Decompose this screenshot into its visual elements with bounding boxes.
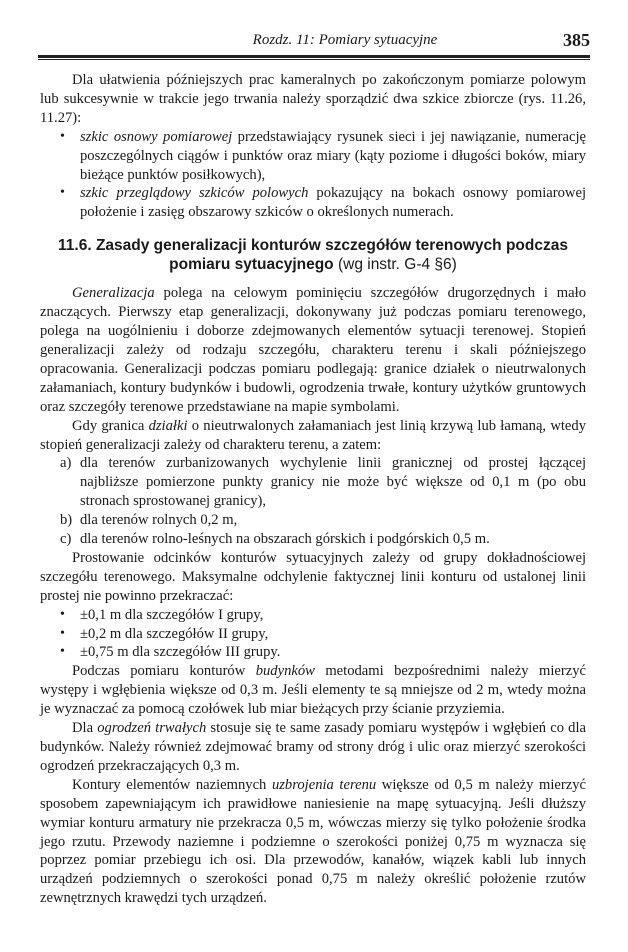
page-body [40,71,586,908]
list-item-text: dla terenów rolnych 0,2 m, [80,512,238,529]
paragraph-text: o nieutrwalonych załamaniach jest linią krzywą lub łamaną, wtedy stopień generalizacji zależy od charakteru terenu, a zatem: [40,417,586,453]
page-number: 385 [563,30,590,50]
list-item-text: dla terenów rolno-leśnych na obszarach górskich i podgórskich 0,5 m. [80,531,490,548]
list-item-text: ±0,1 m dla szczegółów I grupy, [80,606,264,623]
chapter-title: Rozdz. 11: Pomiary sytuacyjne [252,32,438,48]
list-item-text: ±0,75 m dla szczegółów III grupy. [80,644,281,661]
list-item [40,530,586,549]
paragraph-text: Dla [72,720,98,737]
list-marker: b) [60,512,73,529]
intro-paragraph: Dla ułatwienia późniejszych prac kameralnych po zakończonym pomiarze polowym lub sukcesywnie w trakcie jego trwania należy sporządzić dwa szkice zbiorcze (rys. 11.26, 11.27): [40,72,586,126]
list-marker: a) [60,455,72,472]
list-marker: c) [60,531,72,548]
paragraph-text: Kontury elementów naziemnych [72,776,272,793]
list-item [40,643,586,662]
list-item-text: pokazujący na bokach osnowy pomiarowej położenie i zasięg obszarowy szkiców o określonych numerach. [80,185,586,221]
term: uzbrojenia terenu [271,776,377,793]
buildings-paragraph [40,662,586,719]
paragraph-text: Podczas pomiaru konturów [72,663,256,680]
term: działki [148,417,188,434]
parcel-list [40,454,586,549]
list-item [40,128,586,185]
term: ogrodzeń trwałych [97,720,207,737]
straightening-paragraph: Prostowanie odcinków konturów sytuacyjnych zależy od grupy dokładnościowej szczegółu terenowego. Maksymalne odchylenie faktycznej linii konturu od ustalonej linii prostej nie powinno przekraczać: [40,549,586,604]
term: szkic osnowy pomiarowej [80,128,233,145]
paragraph-text: stosuje się te same zasady pomiaru występów i wgłębień co dla budynków. Należy również zdejmować bramy od strony dróg i ulic oraz mierzyć szerokości ogrodzeń przekraczających 0,3 m. [40,720,586,774]
paragraph-text: polega na celowym pominięciu szczegółów drugorzędnych i mało znaczących. Pierwszy etap generalizacji, dokonywany już podczas pomiaru terenowego, polega na uogólnieniu i doborze zdejmowanych elementów sytuacji terenowej. Stopień generalizacji zależy od rodzaju szczegółu, charakteru terenu i skali późniejszego opracowania. Generalizacji podczas pomiaru podlegają: granice działek o nieutrwalonych załamaniach, kontury budynków i budowli, ogrodzenia trwałe, kontury użytków gruntowych oraz szczegóły terenowe przedstawiane na mapie symbolami. [40,285,586,415]
term: szkic przeglądowy szkiców polowych [80,185,309,202]
list-item [40,511,586,530]
sketch-list [40,128,586,223]
paragraph-text: Gdy granica [72,417,149,434]
list-item [40,454,586,511]
page-header [38,28,590,54]
bullet-icon: • [60,644,65,660]
bullet-icon: • [60,606,65,622]
section-heading [52,236,574,274]
generalization-paragraph [40,284,586,416]
list-item-text: przedstawiający rysunek sieci i jej nawiązanie, numerację poszczególnych ciągów i punktów oraz miary (kąty poziome i długości boków, miary bieżące punktów posiłkowych), [80,128,586,183]
list-item [40,606,586,625]
bullet-icon: • [60,128,65,144]
section-reference: (wg instr. G-4 §6) [333,256,457,274]
list-item-text: dla terenów zurbanizowanych wychylenie linii granicznej od prostej łączącej najbliższe pomierzone punkty granicy nie może być większe od 0,1 m (po obu stronach sprostowanej granicy), [80,455,586,510]
bullet-icon: • [60,185,65,201]
header-rule [38,55,590,60]
fences-paragraph [40,719,586,776]
list-item [40,625,586,644]
paragraph-text: większe od 0,5 m należy mierzyć sposobem zapewniającym ich prawidłowe naniesienie na mapę sytuacyjną. Jeśli dłuższy wymiar konturu armatury nie przekracza 0,5 m, wówczas mierzy się tylko położenie środka jego rzutu. Przewody naziemne i podziemne o szerokości poniżej 0,75 m wyznacza się poprzez pomiar przebiegu ich osi. Dla przewodów, kanałów, wiązek kabli lub innych urządzeń podziemnych o szerokości ponad 0,75 m należy określić położenie rzutów zewnętrznych krawędzi tych urządzeń. [40,776,587,907]
tolerance-list [40,606,586,663]
section-title: 11.6. Zasady generalizacji konturów szczegółów terenowych podczas pomiaru sytuacyjnego [58,237,568,274]
bullet-icon: • [60,625,65,641]
list-item-text: ±0,2 m dla szczegółów II grupy, [80,625,269,642]
term: budynków [255,663,315,680]
equipment-paragraph [40,776,586,908]
term: Generalizacja [72,285,155,302]
list-item [40,184,586,222]
paragraph-text: metodami bezpośrednimi należy mierzyć występy i wgłębienia większe od 0,3 m. Jeśli elementy te są mniejsze od 2 m, wtedy można je wyznaczać za pomocą czołówek lub miar bieżących przy ścianie przyziemia. [40,663,586,718]
parcel-paragraph [40,417,586,455]
